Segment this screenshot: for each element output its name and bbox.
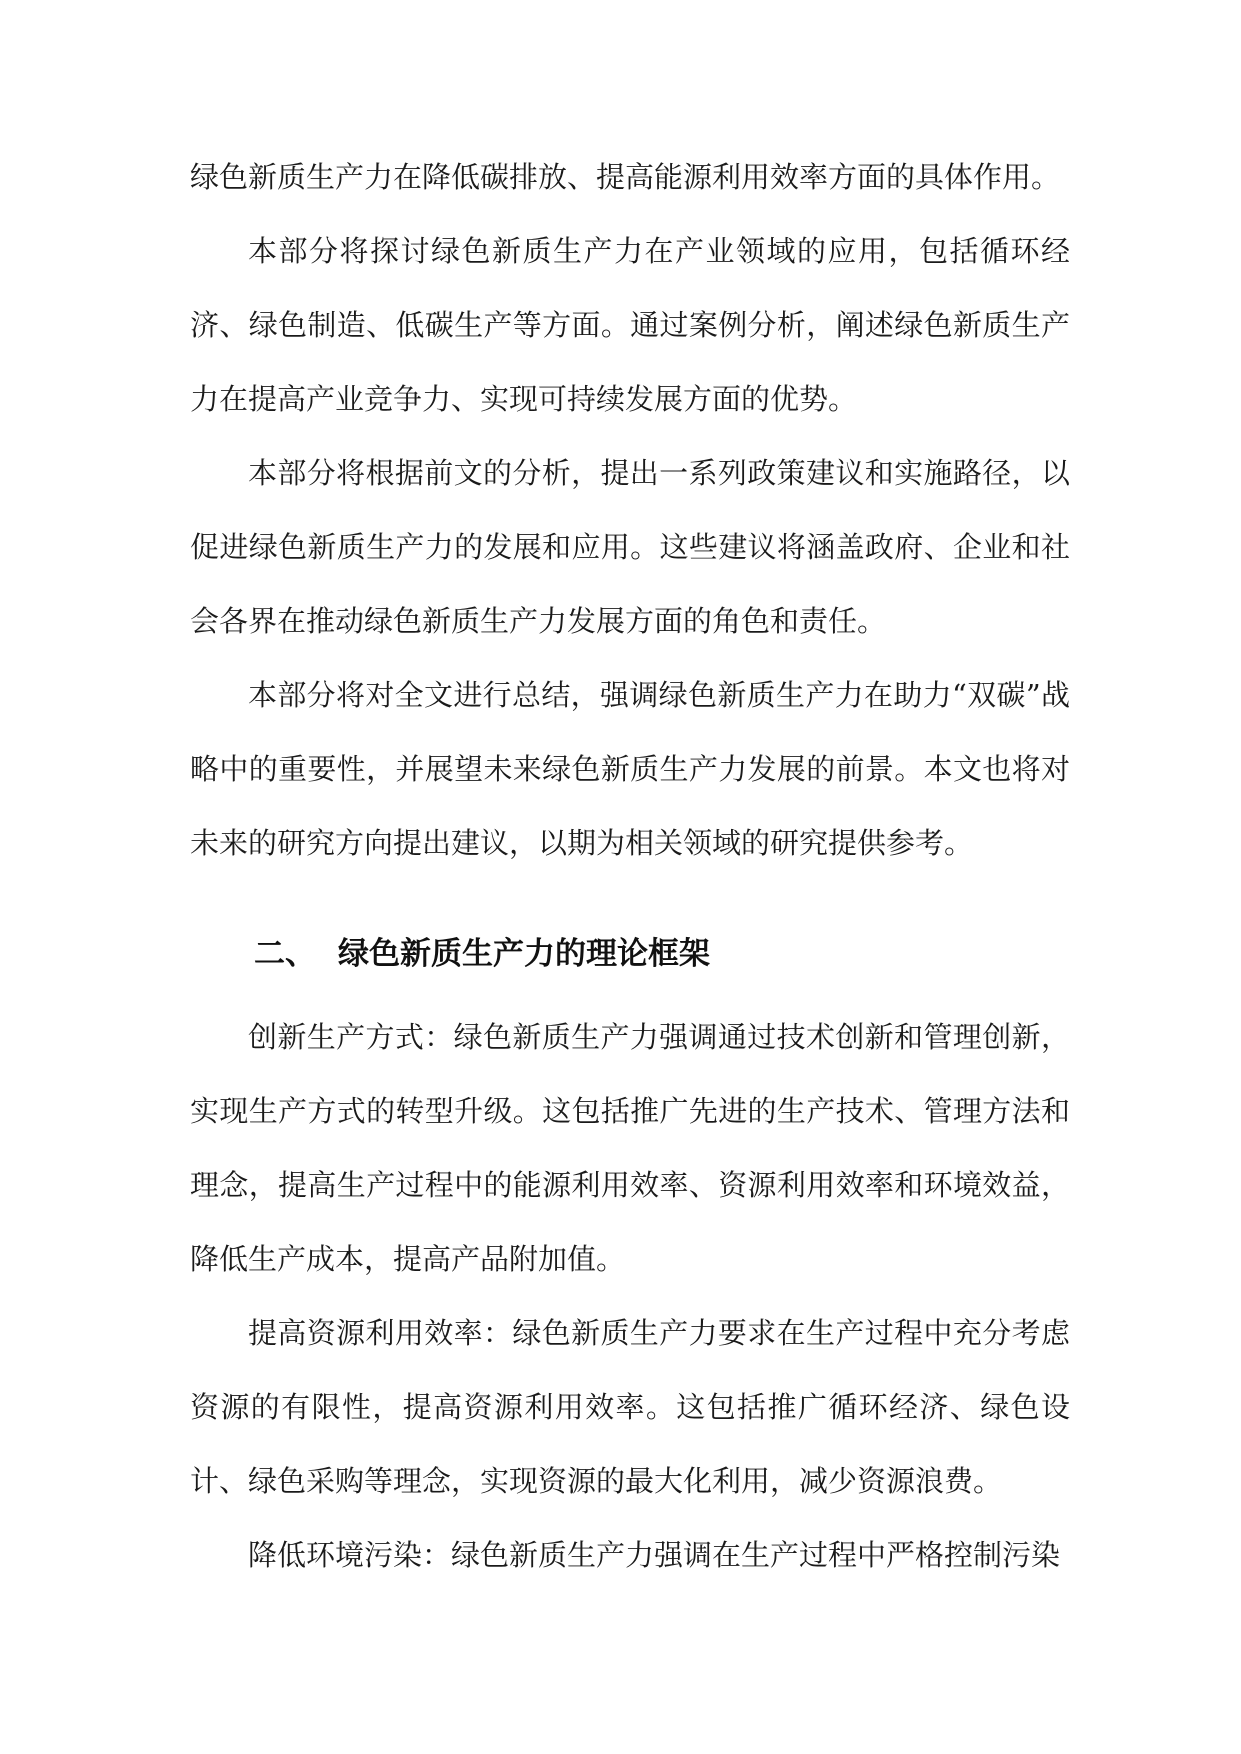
paragraph-resource-efficiency: 提高资源利用效率：绿色新质生产力要求在生产过程中充分考虑资源的有限性，提高资源利用效率。这包括推广循环经济、绿色设计、绿色采购等理念，实现资源的最大化利用，减少资源浪费。	[190, 1316, 1070, 1498]
section-title: 绿色新质生产力的理论框架	[338, 936, 710, 972]
paragraph-conclusion: 本部分将对全文进行总结，强调绿色新质生产力在助力“双碳”战略中的重要性，并展望未来绿色新质生产力发展的前景。本文也将对未来的研究方向提出建议，以期为相关领域的研究提供参考。	[190, 678, 1070, 860]
paragraph-policy-suggestions: 本部分将根据前文的分析，提出一系列政策建议和实施路径，以促进绿色新质生产力的发展和应用。这些建议将涵盖政府、企业和社会各界在推动绿色新质生产力发展方面的角色和责任。	[190, 456, 1070, 638]
paragraph-industry-application: 本部分将探讨绿色新质生产力在产业领域的应用，包括循环经济、绿色制造、低碳生产等方面。通过案例分析，阐述绿色新质生产力在提高产业竞争力、实现可持续发展方面的优势。	[190, 234, 1070, 416]
section-heading	[190, 914, 1070, 994]
section-number: 二、	[254, 936, 316, 972]
document-body	[190, 140, 1070, 1592]
paragraph-innovative-production: 创新生产方式：绿色新质生产力强调通过技术创新和管理创新，实现生产方式的转型升级。这包括推广先进的生产技术、管理方法和理念，提高生产过程中的能源利用效率、资源利用效率和环境效益，降低生产成本，提高产品附加值。	[190, 1020, 1070, 1276]
paragraph-continued: 绿色新质生产力在降低碳排放、提高能源利用效率方面的具体作用。	[190, 160, 1061, 194]
paragraph-reduce-pollution: 降低环境污染：绿色新质生产力强调在生产过程中严格控制污染	[248, 1538, 1061, 1572]
